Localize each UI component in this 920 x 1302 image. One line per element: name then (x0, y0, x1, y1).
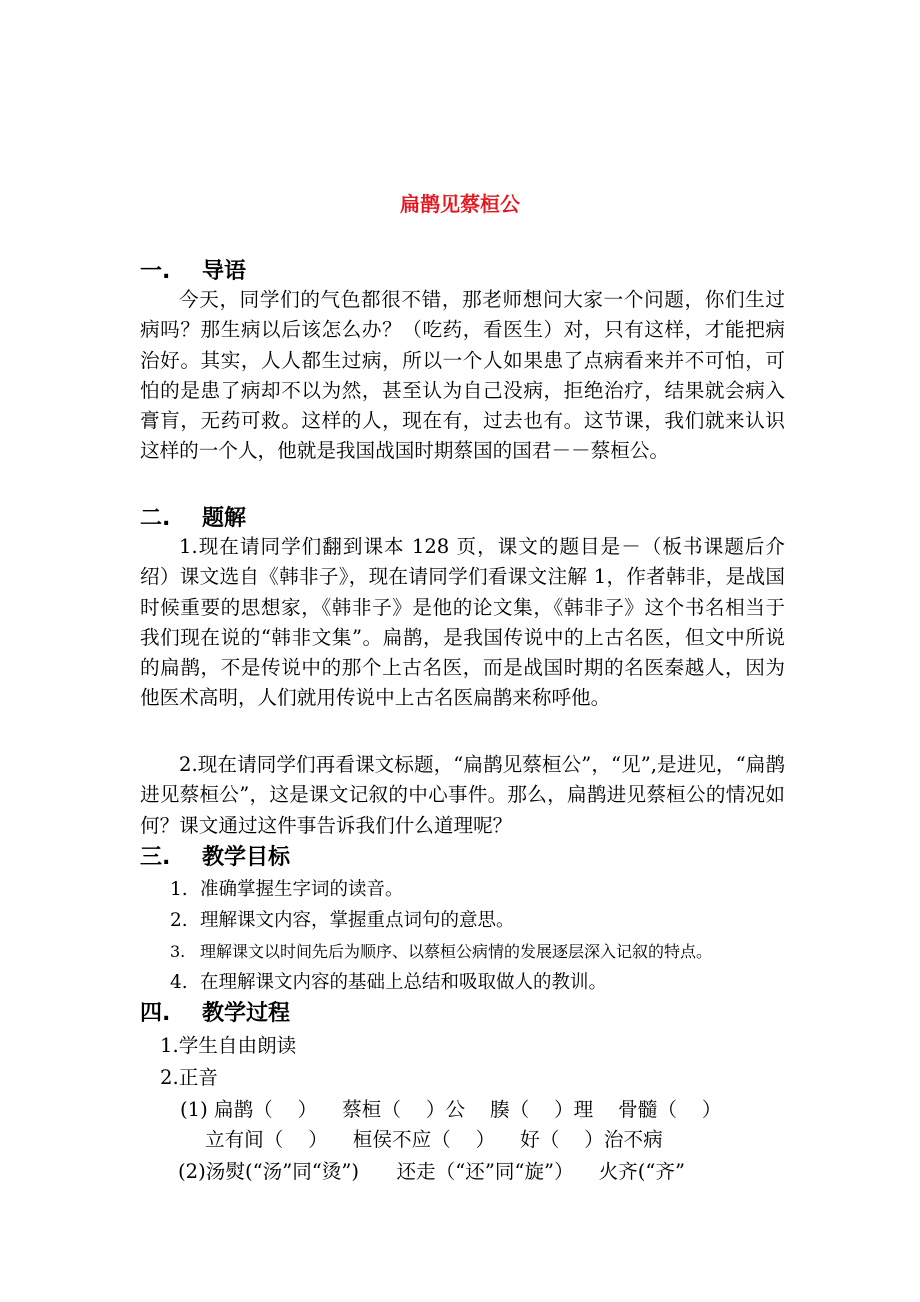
pronunciation-line-1: (1) 扁鹊（ ） 蔡桓（ ）公 腠（ ）理 骨髓（ ） (180, 1098, 722, 1121)
section-number: 三. (140, 845, 171, 870)
document-title: 扁鹊见蔡桓公 (400, 192, 520, 216)
pronunciation-line-3: (2)汤熨(“汤”同“烫”) 还走（“还”同“旋”） 火齐(“齐” (178, 1160, 686, 1183)
explanation-paragraph-1: 1.现在请同学们翻到课本 128 页，课文的题目是－（板书课题后介绍）课文选自《韩非子》，现在请同学们看课文注解 1，作者韩非，是战国时候重要的思想家，《韩非子》是他的论文集，《韩非子》这个书名相当于我们现在说的“韩非文集”。扁鹊，是我国传说中的上古名医，但文中所说的扁鹊，不是传说中的那个上古名医，而是战国时期的名医秦越人，因为他医术高明，人们就用传说中上古名医扁鹊来称呼他。 (140, 535, 785, 710)
section-title: 教学目标 (202, 845, 291, 870)
section-number: 四. (140, 1001, 171, 1026)
objective-item: 2. 理解课文内容，掌握重点词句的意思。 (170, 910, 515, 931)
section-number: 一. (140, 259, 171, 284)
section-title: 教学过程 (202, 1001, 291, 1026)
section-heading-process (140, 996, 290, 1027)
objective-item: 1. 准确掌握生字词的读音。 (170, 879, 404, 900)
intro-paragraph: 今天，同学们的气色都很不错，那老师想问大家一个问题，你们生过病吗？那生病以后该怎么办？（吃药，看医生）对，只有这样，才能把病治好。其实，人人都生过病，所以一个人如果患了点病看来并不可怕，可怕的是患了病却不以为然，甚至认为自己没病，拒绝治疗，结果就会病入膏肓，无药可救。这样的人，现在有，过去也有。这节课，我们就来认识这样的一个人，他就是我国战国时期蔡国的国君－－蔡桓公。 (140, 288, 785, 463)
process-step-1: 1.学生自由朗读 (160, 1034, 297, 1057)
section-title: 导语 (202, 259, 247, 284)
section-heading-objectives (140, 840, 290, 871)
section-number: 二. (140, 506, 171, 531)
objective-item: 4. 在理解课文内容的基础上总结和吸取做人的教训。 (170, 972, 608, 993)
section-heading-intro (140, 254, 246, 285)
objective-item: 3. 理解课文以时间先后为顺序、以蔡桓公病情的发展逐层深入记叙的特点。 (170, 942, 713, 961)
process-step-2: 2.正音 (160, 1066, 218, 1089)
pronunciation-line-2: 立有间（ ） 桓侯不应（ ） 好（ ）治不病 (205, 1128, 663, 1151)
section-heading-title-explanation (140, 501, 246, 532)
section-title: 题解 (202, 506, 247, 531)
explanation-paragraph-2: 2.现在请同学们再看课文标题，“扁鹊见蔡桓公”，“见”,是进见，“扁鹊进见蔡桓公”，这是课文记叙的中心事件。那么，扁鹊进见蔡桓公的情况如何？课文通过这件事告诉我们什么道理呢？ (140, 753, 785, 837)
